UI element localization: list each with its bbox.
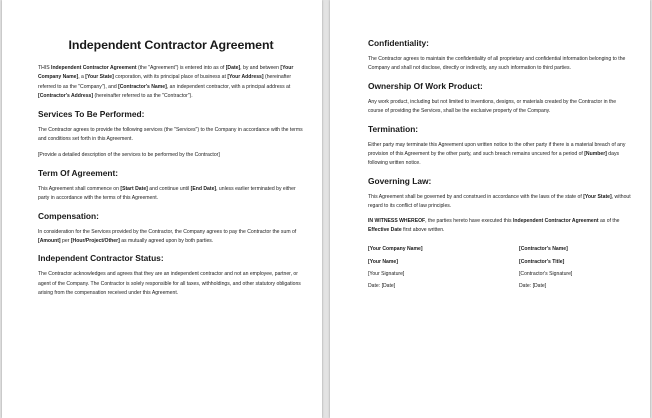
document-page-1 [2, 0, 322, 418]
status-heading: Independent Contractor Status: [38, 253, 164, 264]
governing-law-heading: Governing Law: [368, 175, 432, 186]
signature-contractor-name: [Contractor's Name] [519, 246, 568, 253]
signature-company-name: [Your Company Name] [368, 246, 423, 253]
signature-block [368, 247, 632, 288]
services-paragraph: The Contractor agrees to provide the following services (the "Services") to the Company in accordance with the terms and conditions set forth in this Agreement. [38, 126, 303, 143]
termination-paragraph: Either party may terminate this Agreement upon written notice to the other party if there is a material breach of any provision of this Agreement by the other party, and such breach remains uncured for a period of [Number] days following written notice. [368, 141, 626, 167]
signature-company-person: [Your Name] [368, 258, 398, 265]
ownership-heading: Ownership Of Work Product: [368, 80, 483, 91]
governing-law-paragraph: This Agreement shall be governed by and construed in accordance with the laws of the state of [Your State], without regard to its conflict of law principles. [368, 193, 631, 210]
signature-contractor-date: Date: [Date] [519, 282, 547, 289]
status-paragraph: The Contractor acknowledges and agrees that they are an independent contractor and not an employee, partner, or agent of the Company. The Contractor is solely responsible for all taxes, withholdings, and other statutory obligations arising from the compensation received under this Agreement. [38, 271, 301, 297]
compensation-paragraph: In consideration for the Services provided by the Contractor, the Company agrees to pay the Contractor the sum of [Amount] per [Hour/Project/Other] as mutually agreed upon by both parties. [38, 228, 297, 245]
termination-heading: Termination: [368, 123, 419, 134]
intro-paragraph: THIS Independent Contractor Agreement (the "Agreement") is entered into as of [Date], by and between [Your Company Name], a [Your State] corporation, with its principal place of business at [Your Address] (hereinafter referred to as the "Company"), and [Contractor's Name], an independent contractor, with a principal address at [Contractor's Address] (hereinafter referred to as the "Contractor"). [38, 65, 294, 100]
witness-paragraph: IN WITNESS WHEREOF, the parties hereto have executed this Independent Contractor Agreement as of the Effective Date first above written. [368, 217, 620, 234]
signature-company-signature: [Your Signature] [368, 270, 405, 277]
signature-contractor-signature: [Contractor's Signature] [519, 270, 573, 277]
signature-contractor-title: [Contractor's Title] [519, 258, 565, 265]
compensation-heading: Compensation: [38, 210, 99, 221]
confidentiality-paragraph: The Contractor agrees to maintain the confidentiality of all proprietary and confidential information belonging to the Company and shall not disclose, directly or indirectly, any such information to third parties. [368, 56, 626, 72]
services-heading: Services To Be Performed: [38, 108, 145, 119]
term-heading: Term Of Agreement: [38, 167, 119, 178]
document-page-2 [330, 0, 650, 418]
confidentiality-heading: Confidentiality: [368, 38, 429, 48]
services-placeholder: [Provide a detailed description of the services to be performed by the Contractor] [38, 152, 220, 159]
term-paragraph: This Agreement shall commence on [Start Date] and continue until [End Date], unless earlier terminated by either party in accordance with the terms of this Agreement. [38, 185, 296, 202]
document-title: Independent Contractor Agreement [68, 38, 274, 52]
ownership-paragraph: Any work product, including but not limited to inventions, designs, or materials created by the Contractor in the course of providing the Services, shall be the exclusive property of the Company. [368, 98, 617, 115]
signature-company-date: Date: [Date] [368, 282, 396, 289]
